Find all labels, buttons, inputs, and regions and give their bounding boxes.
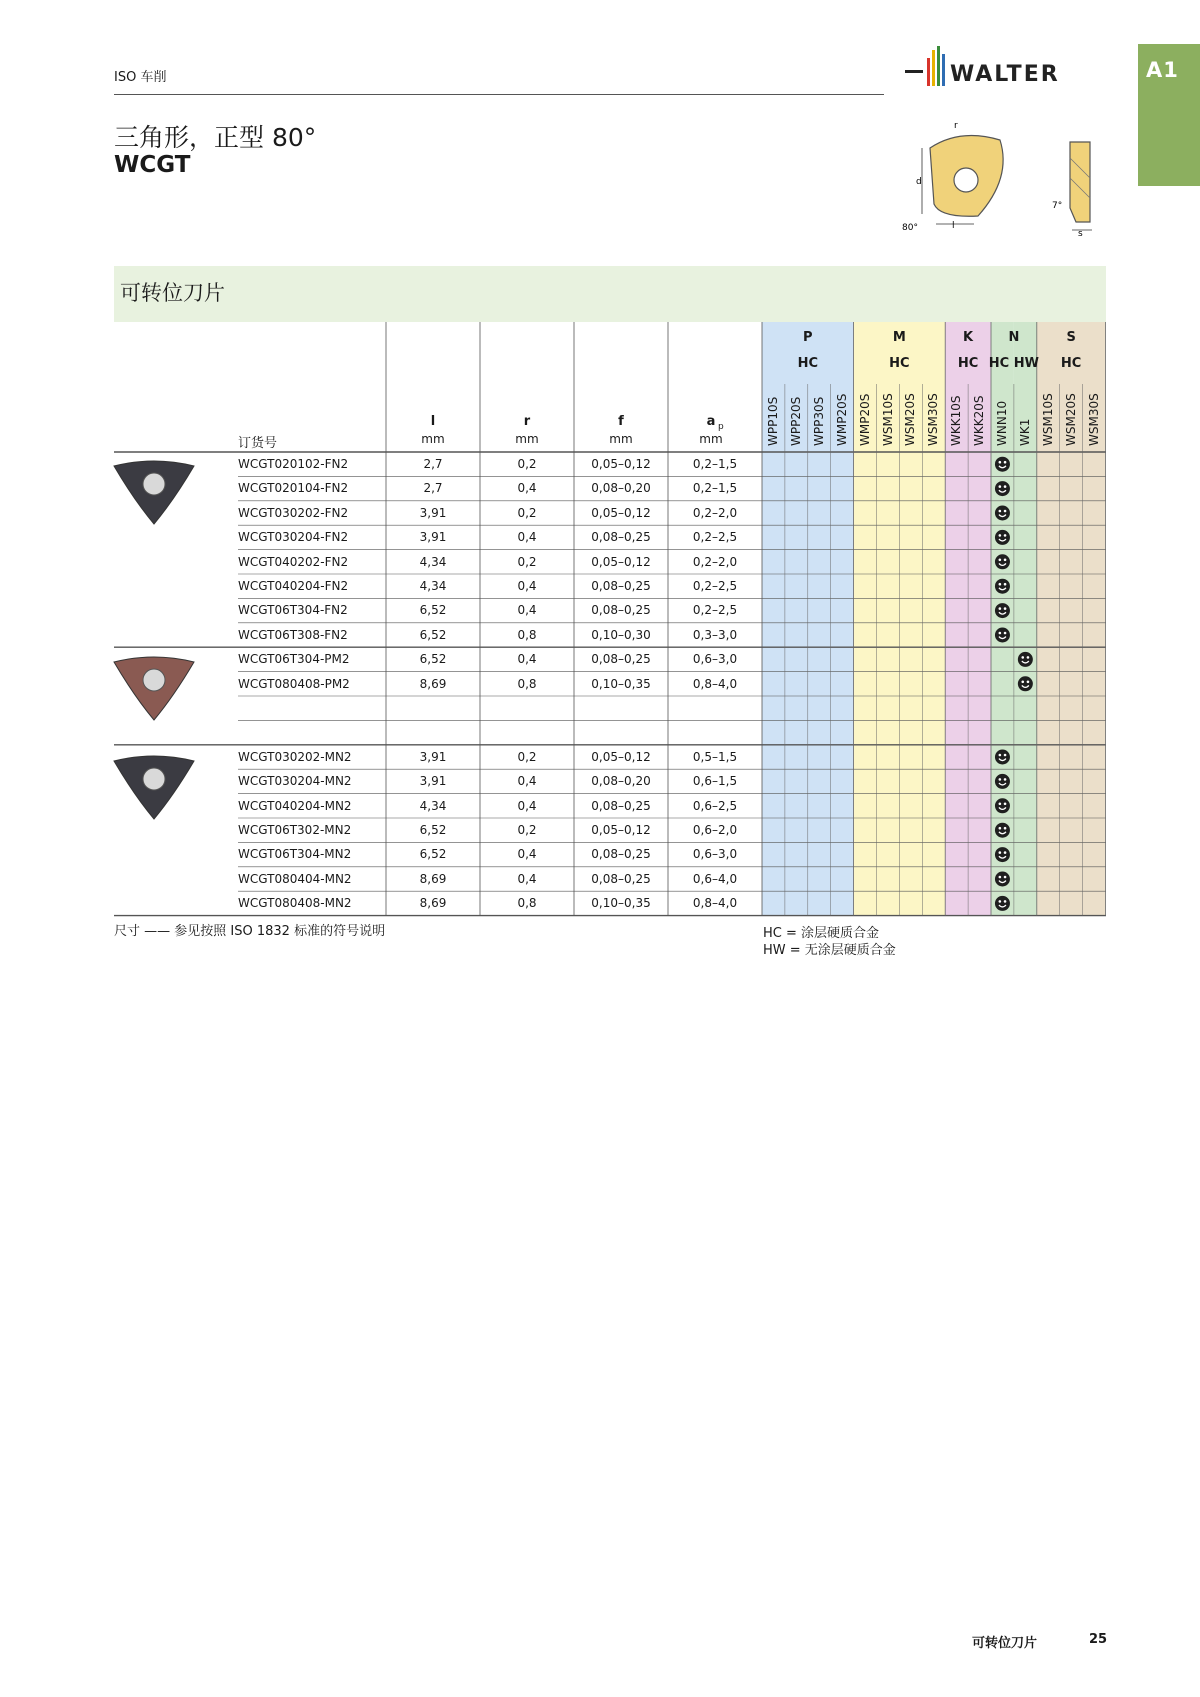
availability-marker-eye xyxy=(1004,632,1007,635)
table-row-order-code: WCGT06T304-PM2 xyxy=(238,652,350,667)
table-cell-r: 0,4 xyxy=(517,481,537,496)
table-cell-ap: 0,6–3,0 xyxy=(692,652,738,667)
availability-marker-eye xyxy=(1004,485,1007,488)
table-cell-ap: 0,2–2,5 xyxy=(692,579,738,593)
grade-label: WKK10S xyxy=(949,395,964,446)
table-cell-f: 0,05–0,12 xyxy=(591,505,651,520)
availability-marker-eye xyxy=(999,803,1002,806)
table-cell-r: 0,8 xyxy=(517,896,537,911)
availability-marker-eye xyxy=(1004,559,1007,562)
table-cell-ap: 0,2–2,0 xyxy=(692,554,738,569)
section-label: ISO 车削 xyxy=(114,70,167,85)
availability-marker-eye xyxy=(1004,827,1007,830)
dim-s-label: s xyxy=(1078,229,1083,238)
dim-r-label: r xyxy=(954,121,958,131)
grade-group-m: M xyxy=(892,330,906,345)
availability-marker-eye xyxy=(1004,583,1007,586)
availability-marker xyxy=(995,750,1010,765)
availability-marker-eye xyxy=(999,827,1002,830)
table-cell-ap: 0,6–3,0 xyxy=(692,847,738,862)
table-cell-l: 3,91 xyxy=(419,774,447,789)
table-cell-r: 0,4 xyxy=(517,774,537,789)
table-cell-l: 8,69 xyxy=(419,676,447,691)
table-cell-ap: 0,6–4,0 xyxy=(692,871,738,886)
grade-group-n: N xyxy=(1008,330,1020,345)
availability-marker xyxy=(995,603,1010,618)
table-cell-r: 0,2 xyxy=(517,457,537,471)
header-l: l xyxy=(430,414,436,429)
availability-marker-eye xyxy=(999,900,1002,903)
availability-marker-eye xyxy=(1027,681,1030,684)
header-order-number: 订货号 xyxy=(238,436,278,451)
table-row-order-code: WCGT040204-FN2 xyxy=(238,579,349,593)
availability-marker xyxy=(995,506,1010,521)
grade-label: WK1 xyxy=(1017,418,1032,446)
table-cell-l: 2,7 xyxy=(423,481,443,496)
dim-clearance-label: 7° xyxy=(1052,201,1063,211)
availability-marker-eye xyxy=(1004,803,1007,806)
availability-marker xyxy=(995,530,1010,545)
availability-marker-eye xyxy=(999,778,1002,781)
availability-marker-eye xyxy=(999,607,1002,610)
table-cell-ap: 0,6–2,0 xyxy=(692,823,738,837)
grade-group-bg-n xyxy=(1014,322,1037,916)
table-cell-ap: 0,2–2,0 xyxy=(692,505,738,520)
legend-hc: HC = 涂层硬质合金 xyxy=(763,926,880,941)
table-cell-l: 8,69 xyxy=(419,871,447,886)
header-ap-sub: p xyxy=(718,422,724,432)
table-cell-l: 6,52 xyxy=(419,627,447,642)
table-cell-f: 0,05–0,12 xyxy=(591,823,651,837)
table-cell-r: 0,4 xyxy=(517,652,537,667)
table-cell-l: 6,52 xyxy=(419,603,447,618)
table-cell-f: 0,08–0,25 xyxy=(591,847,651,862)
table-cell-l: 3,91 xyxy=(419,505,447,520)
availability-marker xyxy=(995,847,1010,862)
table-cell-r: 0,4 xyxy=(517,530,537,545)
grade-group-k: K xyxy=(963,330,974,345)
availability-marker-eye xyxy=(999,510,1002,513)
table-cell-ap: 0,2–1,5 xyxy=(692,457,738,471)
grade-label: WNN10 xyxy=(995,400,1009,446)
insert-image-mn2-hole xyxy=(143,768,165,790)
table-cell-ap: 0,6–2,5 xyxy=(692,798,738,813)
availability-marker-eye xyxy=(999,559,1002,562)
availability-marker-eye xyxy=(1004,876,1007,879)
table-row-order-code: WCGT030202-MN2 xyxy=(238,749,352,764)
availability-marker-eye xyxy=(1004,900,1007,903)
table-cell-f: 0,08–0,25 xyxy=(591,579,651,593)
availability-marker xyxy=(995,798,1010,813)
grade-label: WSM10S xyxy=(1040,393,1055,446)
grade-group-type-k: HC xyxy=(957,356,979,371)
header-r-unit: mm xyxy=(515,432,539,446)
table-cell-l: 6,52 xyxy=(419,652,447,667)
header-r: r xyxy=(523,414,531,429)
table-row-order-code: WCGT06T304-FN2 xyxy=(238,603,348,618)
availability-marker-eye xyxy=(1004,534,1007,537)
grade-label: WPP10S xyxy=(766,396,780,446)
table-row-order-code: WCGT06T302-MN2 xyxy=(238,823,352,837)
grade-group-p: P xyxy=(803,330,813,345)
insert-image-pm2-hole xyxy=(143,669,165,691)
section-banner-title: 可转位刀片 xyxy=(120,281,225,305)
table-cell-ap: 0,2–1,5 xyxy=(692,481,738,496)
table-cell-ap: 0,2–2,5 xyxy=(692,530,738,545)
table-cell-l: 6,52 xyxy=(419,823,447,837)
header-f: f xyxy=(618,414,624,429)
table-cell-f: 0,10–0,35 xyxy=(591,676,651,691)
table-row-order-code: WCGT030204-MN2 xyxy=(238,774,352,789)
availability-marker xyxy=(995,457,1010,472)
table-row-order-code: WCGT020104-FN2 xyxy=(238,481,349,496)
table-cell-f: 0,05–0,12 xyxy=(591,749,651,764)
page-title: 三角形，正型 80° xyxy=(114,123,317,152)
availability-marker xyxy=(995,823,1010,838)
availability-marker-eye xyxy=(1004,510,1007,513)
grade-group-type-p: HC xyxy=(797,356,819,371)
table-row-order-code: WCGT06T304-MN2 xyxy=(238,847,352,862)
chapter-tab-label: A1 xyxy=(1146,58,1179,82)
table-cell-f: 0,05–0,12 xyxy=(591,554,651,569)
grade-label: WMP20S xyxy=(857,393,872,446)
grade-group-type-s: HC xyxy=(1060,356,1082,371)
availability-marker-eye xyxy=(1004,607,1007,610)
table-cell-f: 0,08–0,25 xyxy=(591,652,651,667)
availability-marker-eye xyxy=(999,485,1002,488)
table-row-order-code: WCGT080408-MN2 xyxy=(238,896,352,911)
table-row-order-code: WCGT040204-MN2 xyxy=(238,798,352,813)
table-cell-f: 0,08–0,25 xyxy=(591,603,651,618)
availability-marker-eye xyxy=(1004,851,1007,854)
table-row-order-code: WCGT020102-FN2 xyxy=(238,457,349,471)
availability-marker xyxy=(1018,652,1033,667)
table-cell-f: 0,08–0,25 xyxy=(591,871,651,886)
availability-marker-eye xyxy=(999,461,1002,464)
availability-marker-eye xyxy=(999,583,1002,586)
availability-marker-eye xyxy=(1021,656,1024,659)
availability-marker-eye xyxy=(999,851,1002,854)
availability-marker xyxy=(1018,676,1033,691)
table-cell-f: 0,10–0,30 xyxy=(591,627,651,642)
header-ap: a xyxy=(706,414,716,429)
table-cell-r: 0,2 xyxy=(517,749,537,764)
grade-group-type-n: HC HW xyxy=(988,356,1039,371)
page-subtitle: WCGT xyxy=(114,152,191,178)
grade-label: WPP30S xyxy=(811,396,826,446)
table-cell-f: 0,08–0,20 xyxy=(591,481,651,496)
table-cell-f: 0,05–0,12 xyxy=(591,457,651,471)
availability-marker-eye xyxy=(1004,778,1007,781)
availability-marker-eye xyxy=(999,754,1002,757)
table-cell-r: 0,4 xyxy=(517,871,537,886)
availability-marker xyxy=(995,481,1010,496)
table-cell-ap: 0,5–1,5 xyxy=(692,749,738,764)
grade-label: WSM20S xyxy=(1063,393,1078,446)
availability-marker-eye xyxy=(1021,681,1024,684)
availability-marker-eye xyxy=(1004,461,1007,464)
grade-label: WMP20S xyxy=(834,393,849,446)
dim-d-label: d xyxy=(916,177,922,187)
footnote: 尺寸 —— 参见按照 ISO 1832 标准的符号说明 xyxy=(114,924,386,939)
availability-marker xyxy=(995,896,1010,911)
grade-label: WKK20S xyxy=(972,395,987,446)
grade-label: WSM30S xyxy=(926,393,941,446)
grade-group-type-m: HC xyxy=(889,356,910,371)
availability-marker-eye xyxy=(1004,754,1007,757)
table-cell-f: 0,10–0,35 xyxy=(591,896,651,911)
availability-marker-eye xyxy=(999,876,1002,879)
table-cell-r: 0,2 xyxy=(517,505,537,520)
availability-marker-eye xyxy=(999,632,1002,635)
footer-section-label: 可转位刀片 xyxy=(972,1636,1038,1651)
table-row-order-code: WCGT030204-FN2 xyxy=(238,530,349,545)
logo-wordmark: WALTER xyxy=(950,62,1060,87)
table-cell-r: 0,8 xyxy=(517,676,537,691)
insert-image-fn2-hole xyxy=(143,473,165,495)
grade-group-s: S xyxy=(1066,330,1076,345)
availability-marker-eye xyxy=(999,534,1002,537)
grade-label: WSM30S xyxy=(1086,393,1101,446)
table-cell-r: 0,2 xyxy=(517,823,537,837)
table-cell-l: 3,91 xyxy=(419,749,447,764)
grade-label: WSM20S xyxy=(903,393,918,446)
table-cell-l: 4,34 xyxy=(419,798,447,813)
table-cell-r: 0,2 xyxy=(517,554,537,569)
table-cell-l: 8,69 xyxy=(419,896,447,911)
table-cell-r: 0,4 xyxy=(517,847,537,862)
header-l-unit: mm xyxy=(421,432,445,446)
header-ap-unit: mm xyxy=(699,432,723,446)
table-cell-l: 4,34 xyxy=(419,579,447,593)
dim-angle-label: 80° xyxy=(902,223,918,233)
table-cell-ap: 0,3–3,0 xyxy=(692,627,738,642)
availability-marker xyxy=(995,774,1010,789)
table-cell-ap: 0,2–2,5 xyxy=(692,603,738,618)
availability-marker xyxy=(995,628,1010,643)
table-cell-l: 4,34 xyxy=(419,554,447,569)
table-cell-r: 0,4 xyxy=(517,798,537,813)
table-cell-l: 2,7 xyxy=(423,457,443,471)
table-cell-r: 0,4 xyxy=(517,603,537,618)
table-cell-ap: 0,8–4,0 xyxy=(692,676,738,691)
table-cell-ap: 0,8–4,0 xyxy=(692,896,738,911)
grade-label: WPP20S xyxy=(788,396,803,446)
legend-hw: HW = 无涂层硬质合金 xyxy=(763,943,896,958)
table-cell-ap: 0,6–1,5 xyxy=(692,774,738,789)
table-cell-l: 6,52 xyxy=(419,847,447,862)
table-row-order-code: WCGT030202-FN2 xyxy=(238,505,349,520)
page-number: 25 xyxy=(1089,1632,1108,1647)
dim-l-label: l xyxy=(952,221,955,231)
table-cell-l: 3,91 xyxy=(419,530,447,545)
grade-label: WSM10S xyxy=(880,393,895,446)
table-row-order-code: WCGT06T308-FN2 xyxy=(238,627,348,642)
availability-marker xyxy=(995,554,1010,569)
table-cell-r: 0,8 xyxy=(517,627,537,642)
table-cell-f: 0,08–0,20 xyxy=(591,774,651,789)
table-cell-f: 0,08–0,25 xyxy=(591,798,651,813)
availability-marker-eye xyxy=(1027,656,1030,659)
table-row-order-code: WCGT040202-FN2 xyxy=(238,554,349,569)
availability-marker xyxy=(995,872,1010,887)
table-row-order-code: WCGT080404-MN2 xyxy=(238,871,352,886)
table-cell-r: 0,4 xyxy=(517,579,537,593)
table-cell-f: 0,08–0,25 xyxy=(591,530,651,545)
header-f-unit: mm xyxy=(609,432,633,446)
table-row-order-code: WCGT080408-PM2 xyxy=(238,676,350,691)
availability-marker xyxy=(995,579,1010,594)
